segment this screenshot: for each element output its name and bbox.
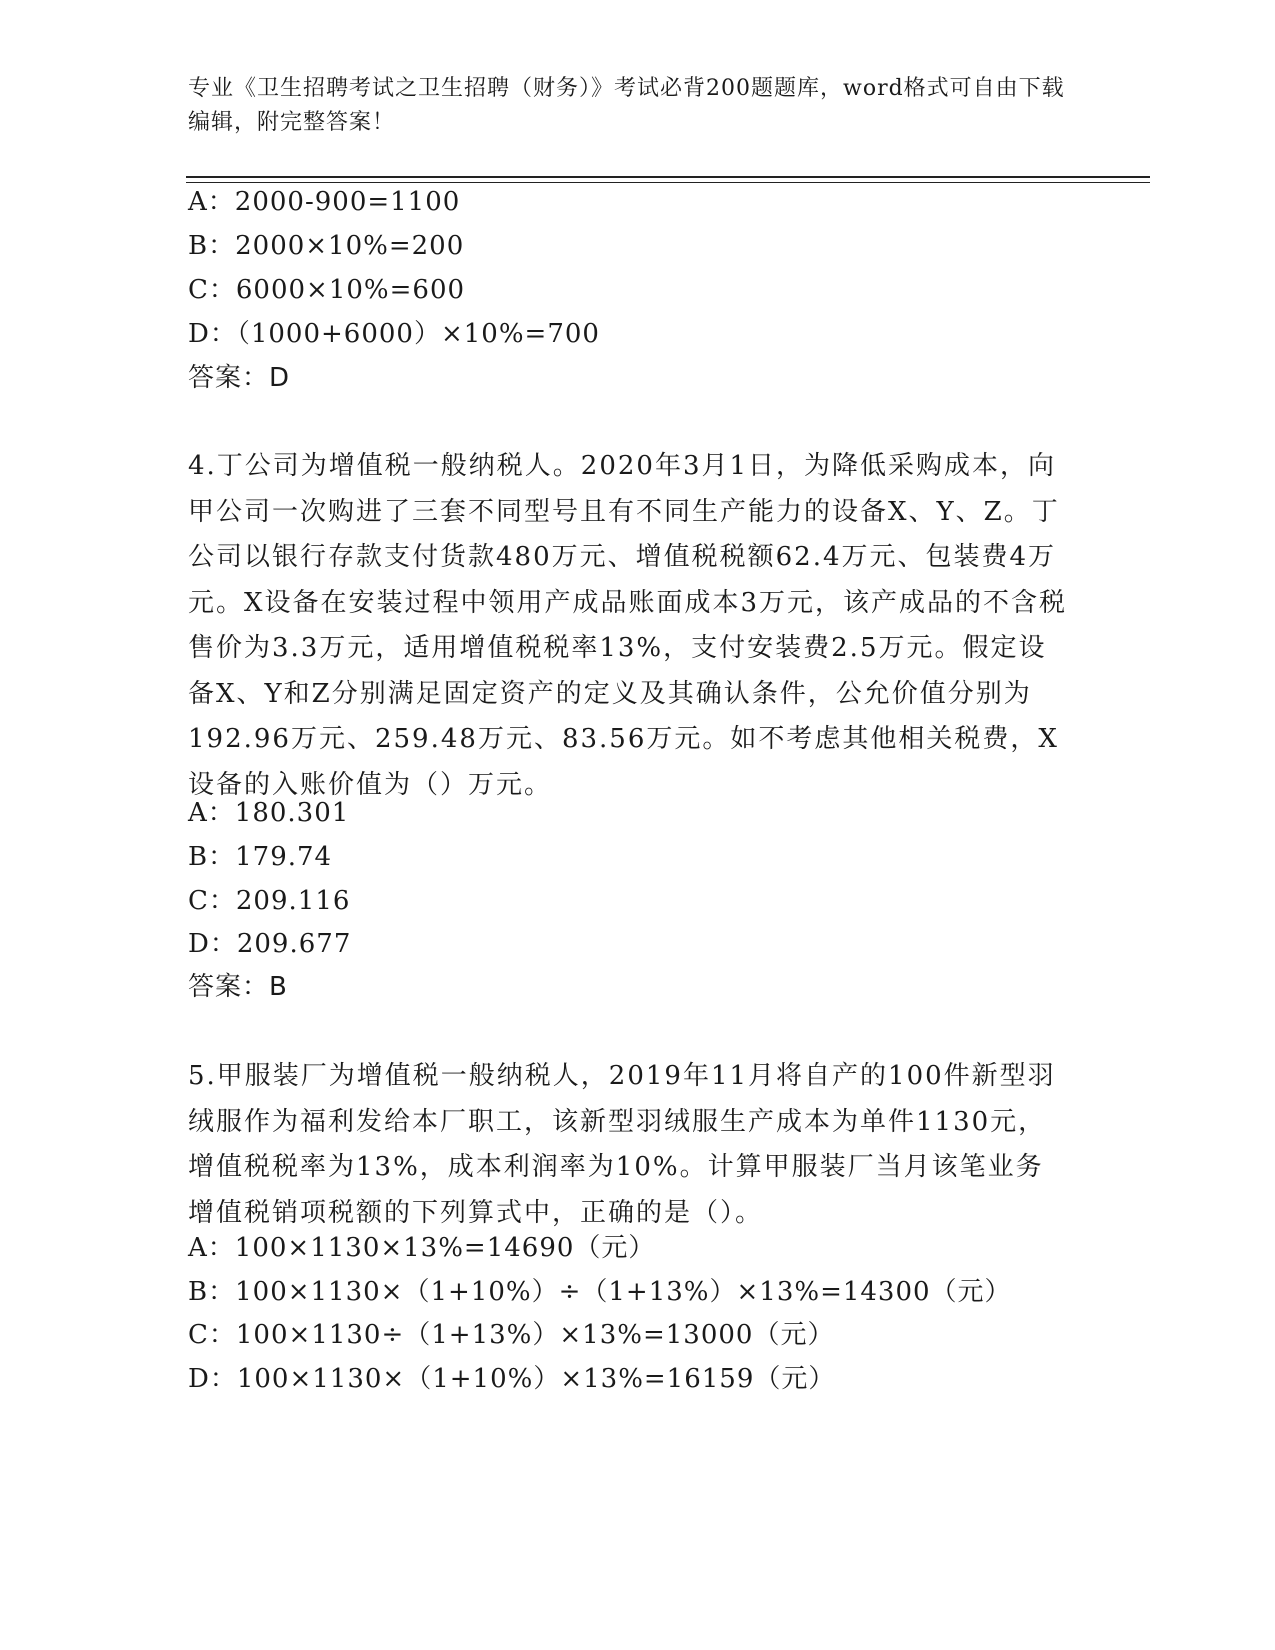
header-rule-thick <box>186 176 1150 178</box>
q3-answer: 答案：D <box>188 363 291 393</box>
q5-option-c: C：100×1130÷（1+13%）×13%=13000（元） <box>188 1320 835 1350</box>
q5-option-b: B：100×1130×（1+10%）÷（1+13%）×13%=14300（元） <box>188 1277 1012 1307</box>
q4-option-d: D：209.677 <box>188 929 352 959</box>
q4-option-a: A：180.301 <box>188 798 350 828</box>
document-header: 专业《卫生招聘考试之卫生招聘（财务）》考试必背200题题库，word格式可自由下载编辑，附完整答案！ <box>188 76 1065 135</box>
q3-option-c: C：6000×10%=600 <box>188 275 466 305</box>
q4-stem: 4.丁公司为增值税一般纳税人。2020年3月1日，为降低采购成本，向甲公司一次购进了三套不同型号且有不同生产能力的设备X、Y、Z。丁公司以银行存款支付货款480万元、增值税税额62.4万元、包装费4万元。X设备在安装过程中领用产成品账面成本3万元，该产成品的不含税售价为3.3万元，适用增值税税率13%，支付安装费2.5万元。假定设备X、Y和Z分别满足固定资产的定义及其确认条件，公允价值分别为192.96万元、259.48万元、83.56万元。如不考虑其他相关税费，X设备的入账价值为（）万元。 <box>188 451 1068 800</box>
q4-option-b: B：179.74 <box>188 842 333 872</box>
header-rule-thin <box>186 182 1150 183</box>
q3-option-a: A：2000-900=1100 <box>188 187 461 217</box>
q5-option-d: D：100×1130×（1+10%）×13%=16159（元） <box>188 1364 836 1394</box>
q4-option-c: C：209.116 <box>188 886 351 916</box>
q3-option-d: D：（1000+6000）×10%=700 <box>188 319 600 349</box>
q5-option-a: A：100×1130×13%=14690（元） <box>188 1233 656 1263</box>
q5-stem: 5.甲服装厂为增值税一般纳税人，2019年11月将自产的100件新型羽绒服作为福利发给本厂职工，该新型羽绒服生产成本为单件1130元，增值税税率为13%，成本利润率为10%。计算甲服装厂当月该笔业务增值税销项税额的下列算式中，正确的是（）。 <box>188 1061 1056 1228</box>
q3-option-b: B：2000×10%=200 <box>188 231 465 261</box>
q4-answer: 答案：B <box>188 972 288 1002</box>
